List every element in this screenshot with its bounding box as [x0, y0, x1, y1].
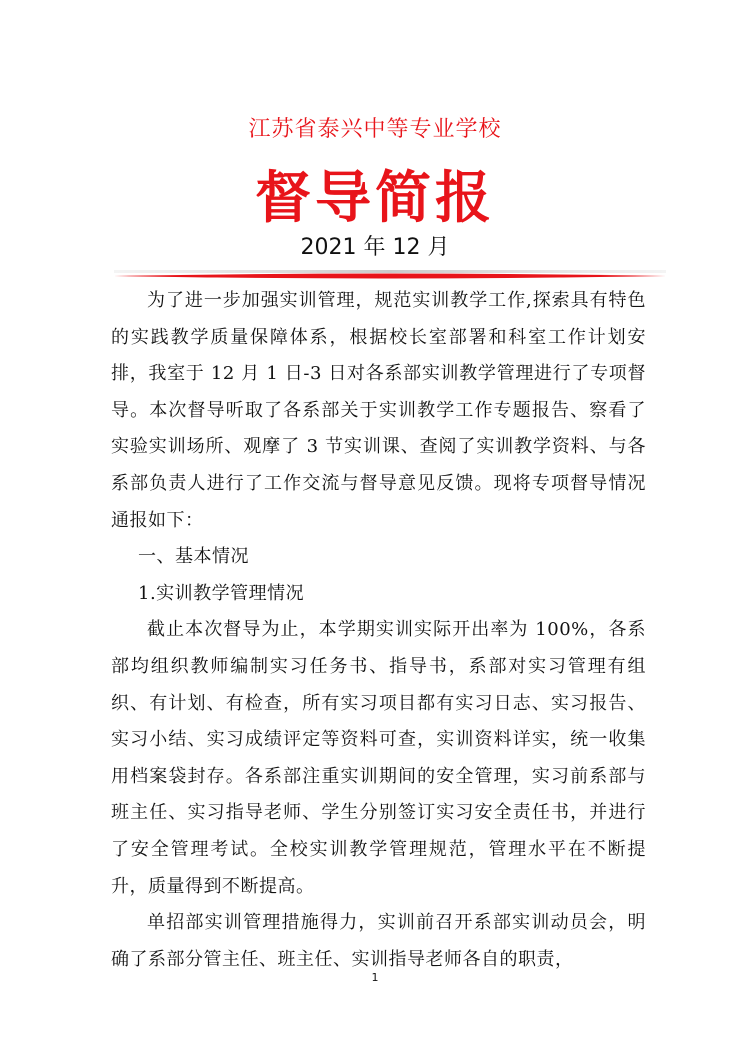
header-divider: [114, 270, 666, 282]
school-name: 江苏省泰兴中等专业学校: [248, 117, 502, 142]
bulletin-body: [111, 283, 646, 978]
training-management-paragraph: 截止本次督导为止，本学期实训实际开出率为 100%，各系部均组织教师编制实习任务书、指导书，系部对实习管理有组织、有计划、有检查，所有实习项目都有实习日志、实习报告、实习小结、实习成绩评定等资料可查，实训资料详实，统一收集用档案袋封存。各系部注重实训期间的安全管理，实习前系部与班主任、实习指导老师、学生分别签订实习安全责任书，并进行了安全管理考试。全校实训教学管理规范，管理水平在不断提升，质量得到不断提高。: [111, 619, 646, 897]
page-number: 1: [371, 971, 379, 984]
divider-red-line: [114, 274, 666, 279]
divider-shadow: [114, 270, 666, 273]
bulletin-title: 督导简报: [255, 165, 495, 231]
intro-paragraph: 为了进一步加强实训管理，规范实训教学工作,探索具有特色的实践教学质量保障体系，根据校长室部署和科室工作计划安排，我室于 12 月 1 日-3 日对各系部实训教学管理进行了专项督导。本次督导听取了各系部关于实训教学工作专题报告、察看了实验实训场所、观摩了 3 节实训课、查阅了实训教学资料、与各系部负责人进行了工作交流与督导意见反馈。现将专项督导情况通报如下：: [111, 290, 646, 531]
section-heading: 一、基本情况: [138, 546, 249, 568]
issue-date: 2021 年 12 月: [300, 235, 450, 260]
department-paragraph: 单招部实训管理措施得力，实训前召开系部实训动员会，明确了系部分管主任、班主任、实训指导老师各自的职责，: [111, 912, 646, 970]
subsection-heading: 1.实训教学管理情况: [138, 582, 305, 604]
